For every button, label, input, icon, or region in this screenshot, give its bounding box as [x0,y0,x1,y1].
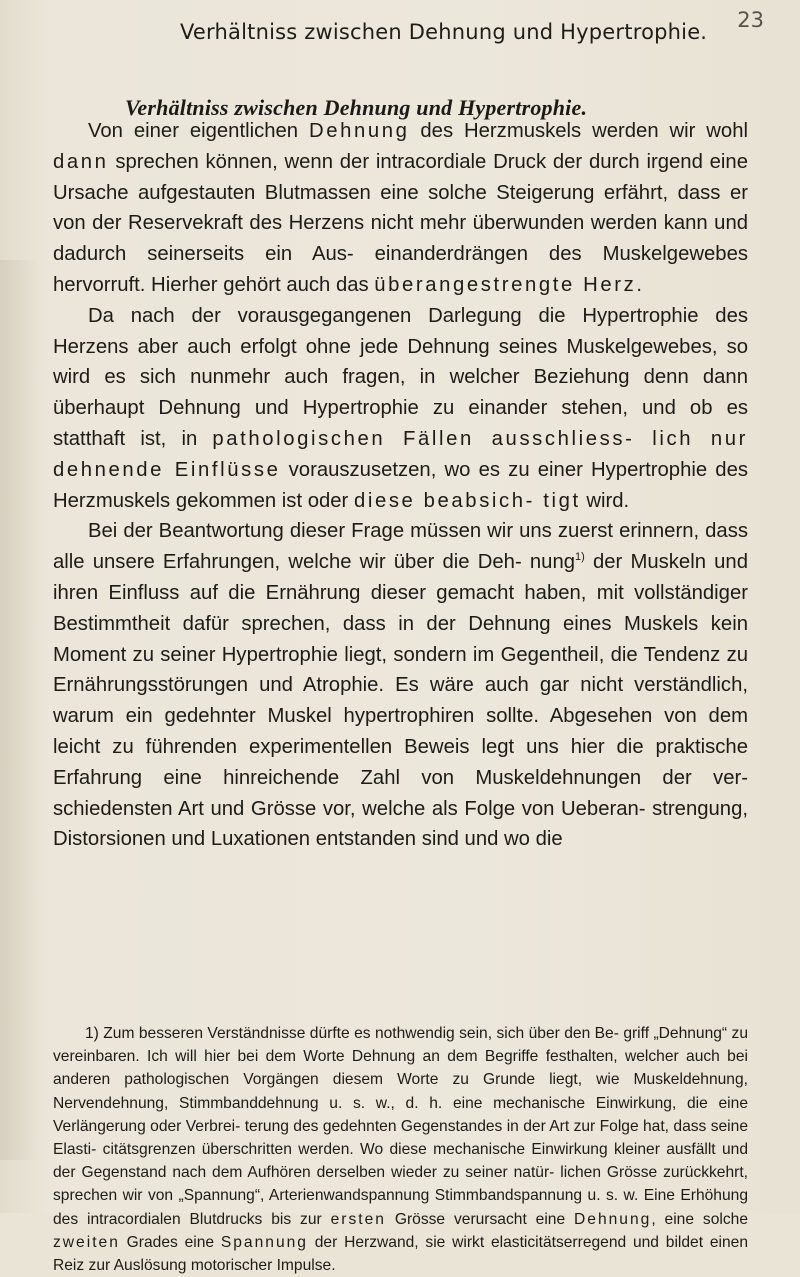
emphasis-spaced: Dehnung [308,120,410,142]
text-run: Bei der Beantwortung dieser Frage müssen wir uns zuerst erinnern, dass alle unsere Erfahrungen, welche wir über die Deh- nung [53,520,748,574]
emphasis-spaced: diese beabsich- tigt [353,489,581,512]
emphasis-spaced: pathologischen Fällen ausschliess- lich nur dehnende Einflüsse [53,427,748,481]
emphasis-spaced: dann [53,150,109,173]
footnote-marker: 1) [575,551,585,564]
emphasis-spaced: überangestrengte Herz [374,273,637,296]
text-run: Grades eine [119,1233,221,1251]
text-run: wird. [580,489,630,512]
footnote-1 [53,1022,748,1277]
page-number: 23 [737,8,764,32]
emphasis-spaced: Dehnung [574,1210,652,1228]
page-edge-shadow [0,260,40,1160]
paragraph-1 [53,116,748,301]
emphasis-spaced: ersten [330,1210,386,1228]
section-title: Verhältniss zwischen Dehnung und Hypertrophie. [125,94,588,120]
running-head [0,8,800,48]
text-run: vorauszusetzen, wo es zu einer Hypertrophie des Herzmuskels gekommen ist oder [53,458,748,512]
emphasis-spaced: Spannung [220,1233,308,1251]
paragraph-2 [53,301,748,517]
text-run: Von einer eigentlichen [88,120,309,142]
main-text [53,116,748,855]
text-run: Grösse verursacht eine [385,1210,575,1228]
footnote-block [53,1022,748,1277]
text-run: der Herzwand, sie wirkt elasticitätserregend und bildet einen Reiz zur Auslösung motorischer Impulse. [53,1233,748,1275]
paragraph-3 [53,516,748,855]
text-run: 1) Zum besseren Verständnisse dürfte es nothwendig sein, sich über den Be- griff „Dehnung“ zu vereinbaren. Ich will hier bei dem Worte Dehnung an dem Begriffe festhalten, welcher auch bei anderen pathologischen Vorgängen diesem Worte zu Grunde liegt, wie Muskeldehnung, Nervendehnung, Stimmbanddehnung u. s. w., d. h. eine mechanische Einwirkung, die eine Verlängerung oder Verbrei- terung des gedehnten Gegenstandes in der Art zur Folge hat, dass seine Elasti- citätsgrenzen überschritten werden. Wo diese mechanische Einwirkung kleiner ausfällt und der Gegenstand nach dem Aufhören derselben wieder zu seiner natür- lichen Grösse zurückkehrt, sprechen wir von „Spannung“, Arterienwandspannung Stimmbandspannung u. s. w. Eine Erhöhung des intracordialen Blutdrucks bis zur [53,1025,748,1228]
text-run: sprechen können, wenn der intracordiale Druck der durch irgend eine Ursache aufgestauten Blutmassen eine solche Steigerung erfährt, dass er von der Reservekraft des Herzens nicht mehr überwunden werden kann und dadurch seinerseits ein Aus- einanderdrängen des Muskelgewebes hervorruft. Hierher gehört auch das [53,150,748,296]
text-run: der Muskeln und ihren Einfluss auf die Ernährung dieser gemacht haben, mit vollständiger Bestimmtheit dafür sprechen, dass in der Dehnung eines Muskels kein Moment zu seiner Hypertrophie liegt, sondern im Gegentheil, die Tendenz zu Ernährungsstörungen und Atrophie. Es wäre auch gar nicht verständlich, warum ein gedehnter Muskel hypertrophiren sollte. Abgesehen von dem leicht zu führenden experimentellen Beweis legt uns hier die praktische Erfahrung eine hinreichende Zahl von Muskeldehnungen der ver- schiedensten Art und Grösse vor, welche als Folge von Ueberan- strengung, Distorsionen und Luxationen entstanden sind und wo die [53,551,748,851]
running-head-title: Verhältniss zwischen Dehnung und Hypertrophie. [180,20,708,44]
text-run: Da nach der vorausgegangenen Darlegung die Hypertrophie des Herzens aber auch erfolgt ohne jede Dehnung seines Muskelgewebes, so wird es sich nunmehr auch fragen, in welcher Beziehung denn dann überhaupt Dehnung und Hypertrophie zu einander stehen, und ob es statthaft ist, in [53,304,748,450]
text-run: des Herzmuskels werden wir wohl [409,120,748,142]
emphasis-spaced: zweiten [53,1233,120,1251]
text-run: . [636,273,642,296]
text-run: , eine solche [651,1210,748,1228]
